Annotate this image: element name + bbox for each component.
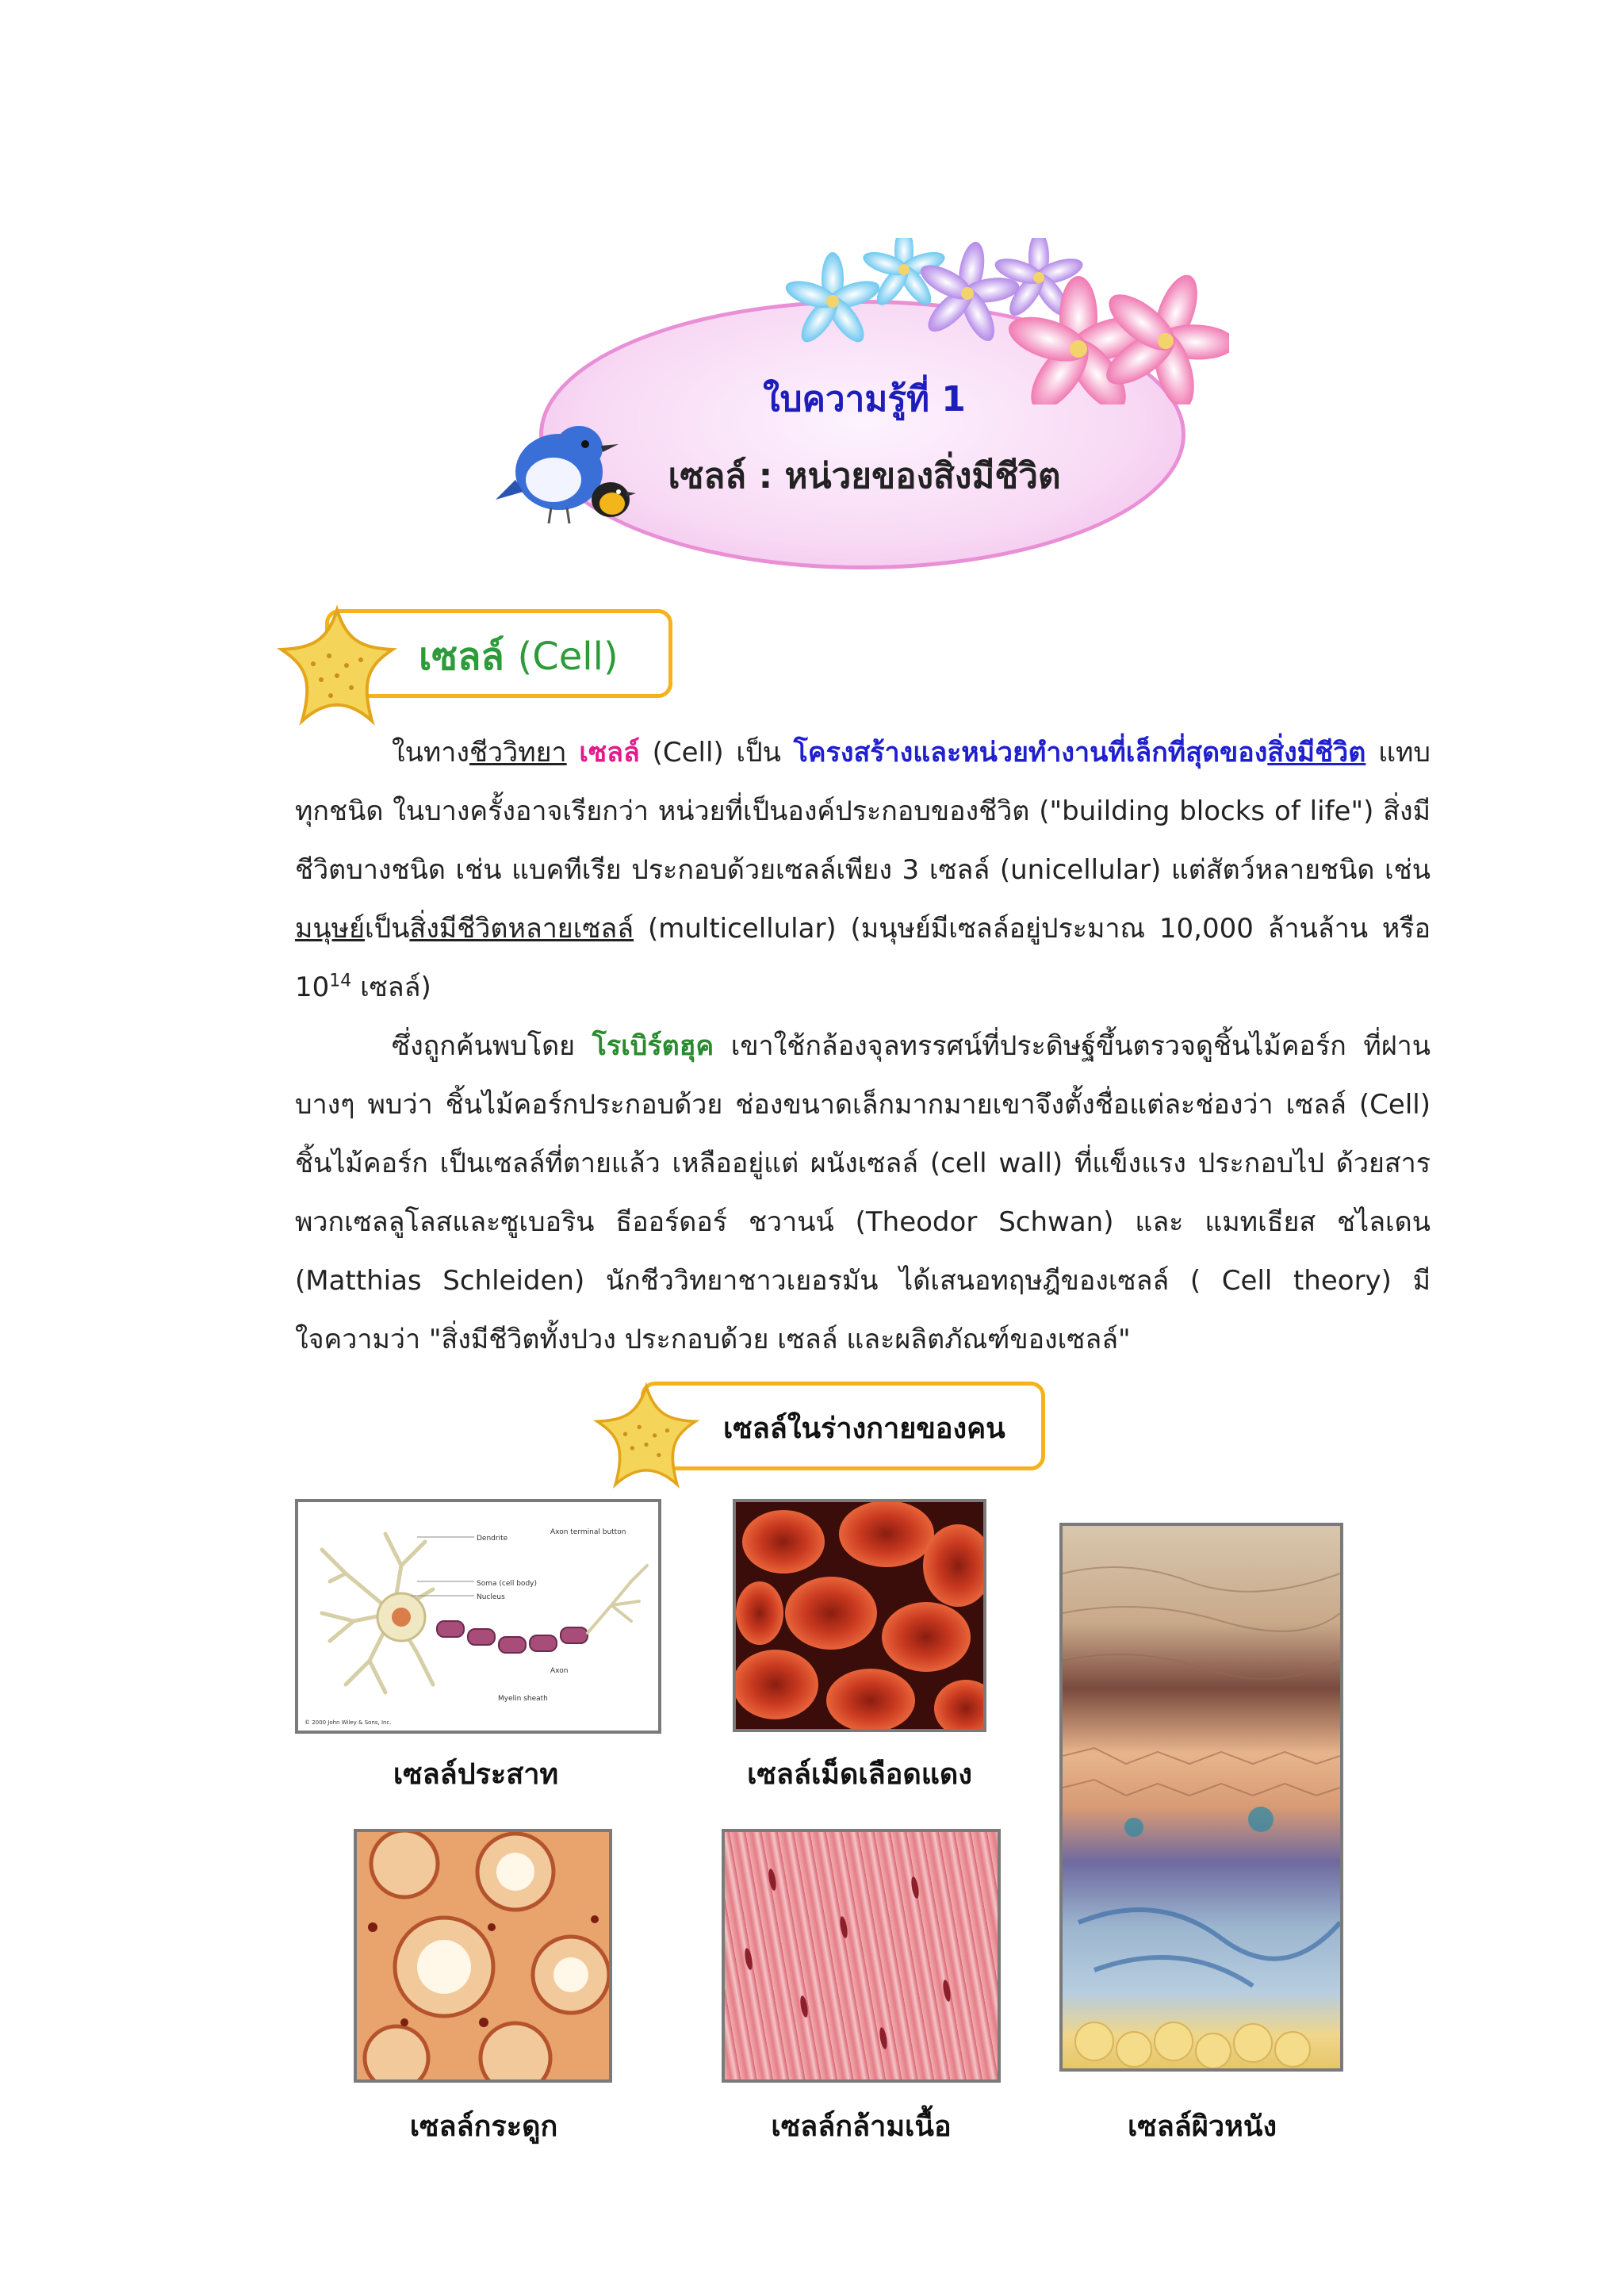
text-fragment: (multicellular) (มนุษย์มีเซลล์อยู่ประมาณ 10,000 ล้านล้าน หรือ 10 (295, 913, 1431, 1003)
skin-cell-image (1059, 1523, 1343, 2072)
text-fragment: แทบทุกชนิด ในบางครั้งอาจเรียกว่า หน่วยที่เป็นองค์ประกอบของชีวิต ("building blocks of life") สิ่งมีชีวิตบางชนิด เช่น แบคทีเรีย ประกอบด้วยเซลล์เพียง 3 เซลล์ (unicellular) แต่สัตว์หลายชนิด เช่น (295, 737, 1431, 886)
section-heading (419, 627, 619, 687)
link-multicellular[interactable]: สิ่งมีชีวิตหลายเซลล์ (409, 913, 634, 945)
label-myelin: Myelin sheath (498, 1695, 548, 1703)
text-fragment: เป็น (365, 913, 410, 945)
nerve-cell-image (295, 1499, 661, 1734)
term-cell: เซลล์ (579, 737, 640, 769)
intro-paragraph (295, 723, 1431, 1017)
subsection-heading: เซลล์ในร่างกายของคน (723, 1412, 1005, 1445)
label-nucleus: Nucleus (477, 1593, 505, 1601)
label-axon: Axon (550, 1667, 569, 1675)
link-biology[interactable]: ชีววิทยา (469, 737, 567, 769)
text-fragment: ในทาง (392, 737, 469, 769)
label-dendrite: Dendrite (477, 1535, 508, 1543)
star-icon (270, 604, 404, 739)
caption-muscle-cell: เซลล์กล้ามเนื้อ (771, 2110, 952, 2143)
caption-nerve-cell: เซลล์ประสาท (393, 1758, 559, 1791)
caption-skin-cell: เซลล์ผิวหนัง (1127, 2110, 1277, 2143)
text-fragment: ซึ่งถูกค้นพบโดย (392, 1030, 592, 1062)
caption-red-blood-cell: เซลล์เม็ดเลือดแดง (747, 1758, 972, 1791)
star-icon (587, 1382, 706, 1501)
copyright-text: © 2000 John Wiley & Sons, Inc. (304, 1719, 392, 1726)
link-human[interactable]: มนุษย์ (295, 913, 365, 945)
history-paragraph (295, 1017, 1431, 1369)
caption-bone-cell: เซลล์กระดูก (409, 2110, 558, 2143)
label-soma: Soma (cell body) (477, 1580, 537, 1588)
bone-cell-image (354, 1829, 612, 2083)
section-heading-english: (Cell) (517, 634, 619, 679)
text-fragment: (Cell) เป็น (639, 737, 794, 769)
sheet-subtitle: เซลล์ : หน่วยของสิ่งมีชีวิต (668, 456, 1061, 496)
section-heading-thai: เซลล์ (419, 634, 504, 679)
red-blood-cell-image (733, 1499, 986, 1732)
label-axon-terminal: Axon terminal button (550, 1528, 626, 1536)
sheet-title: ใบความรู้ที่ 1 (763, 379, 966, 420)
muscle-cell-image (722, 1829, 1001, 2083)
definition-highlight: โครงสร้างและหน่วยทำงานที่เล็กที่สุดของ (793, 737, 1268, 769)
term-robert-hooke: โรเบิร์ตฮุค (592, 1030, 714, 1062)
text-fragment: เขาใช้กล้องจุลทรรศน์ที่ประดิษฐ์ขึ้นตรวจดูชิ้นไม้คอร์ก ที่ฝาน บางๆ พบว่า ชิ้นไม้คอร์กประกอบด้วย ช่องขนาดเล็กมากมายเขาจึงตั้งชื่อแต่ละช่องว่า เซลล์ (Cell) ชิ้นไม้คอร์ก เป็นเซลล์ที่ตายแล้ว เหลืออยู่แต่ ผนังเซลล์ (cell wall) ที่แข็งแรง ประกอบไป ด้วยสารพวกเซลลูโลสและซูเบอริน ธีออร์ดอร์ ชวานน์ (Theodor Schwan) และ แมทเธียส ชไลเดน (Matthias Schleiden) นักชีววิทยาชาวเยอรมัน ได้เสนอทฤษฎีของเซลล์ ( Cell theory) มีใจความว่า "สิ่งมีชีวิตทั้งปวง ประกอบด้วย เซลล์ และผลิตภัณฑ์ของเซลล์" (295, 1030, 1431, 1355)
text-fragment: เซลล์) (351, 972, 431, 1003)
link-living-things[interactable]: สิ่งมีชีวิต (1267, 737, 1366, 769)
exponent: 14 (329, 971, 352, 991)
